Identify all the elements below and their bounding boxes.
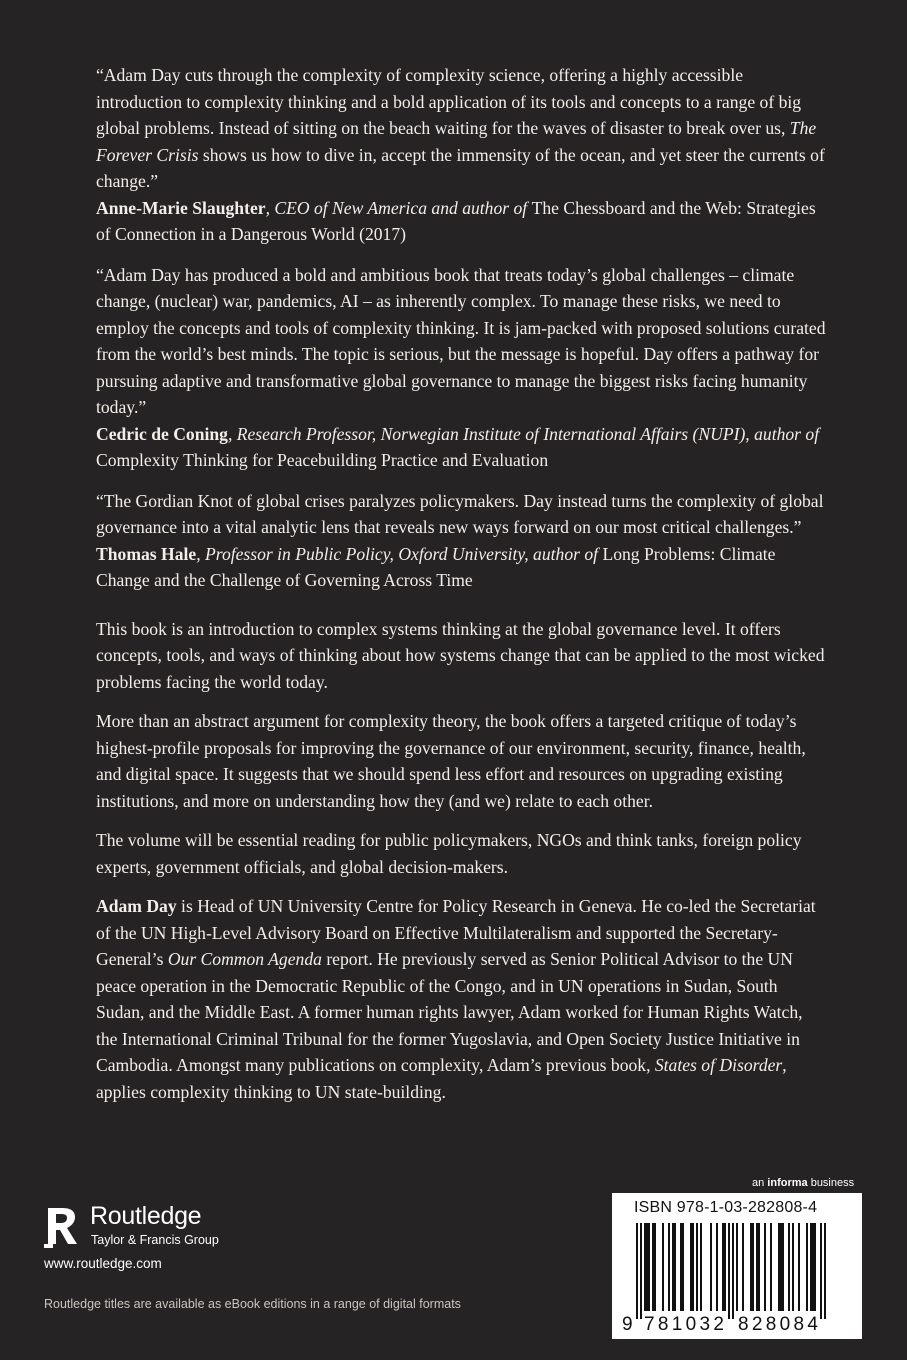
barcode-bar — [770, 1223, 772, 1311]
barcode-bar — [710, 1223, 712, 1311]
publisher-url[interactable]: www.routledge.com — [44, 1256, 162, 1271]
barcode-bar — [780, 1223, 782, 1311]
description-paragraph-2: More than an abstract argument for complexity theory, the book offers a targeted critique of today’s highest-profile proposals for improving the governance of our environment, security, finance, health, and digital space. It suggests that we should spend less effort and resources on upgrading existing institutions, and more on understanding how they (and we) relate to each other. — [96, 711, 806, 811]
barcode-bar — [682, 1223, 684, 1311]
barcode-bar — [806, 1223, 808, 1311]
description-paragraph-3: The volume will be essential reading for public policymakers, NGOs and think tanks, foreign policy experts, government officials, and global decision-makers. — [96, 830, 802, 877]
back-cover-text — [96, 62, 826, 1105]
endorsement-2-name: Cedric de Coning — [96, 423, 228, 444]
barcode-bar — [778, 1223, 780, 1311]
endorsement-1-book-title: The Forever Crisis — [96, 118, 817, 165]
barcode-bar — [820, 1223, 822, 1319]
barcode-bar — [736, 1223, 738, 1311]
barcode-bar — [648, 1223, 650, 1311]
barcode-bar — [824, 1223, 826, 1319]
barcode-bar — [696, 1223, 698, 1311]
informa-tagline — [752, 1177, 854, 1189]
barcode-bar — [814, 1223, 816, 1311]
barcode-bar — [798, 1223, 800, 1311]
barcode-bar — [724, 1223, 726, 1311]
ebook-note: Routledge titles are available as eBook editions in a range of digital formats — [44, 1297, 461, 1311]
barcode-bar — [672, 1223, 674, 1311]
isbn-barcode — [612, 1193, 862, 1339]
barcode-bar — [750, 1223, 752, 1311]
endorsement-2 — [96, 262, 826, 474]
barcode-bar — [640, 1223, 642, 1319]
barcode-bar — [756, 1223, 758, 1311]
barcode-bar — [752, 1223, 754, 1311]
barcode-bar — [792, 1223, 794, 1311]
author-bio-name: Adam Day — [96, 896, 177, 916]
author-bio-title-2: States of Disorder — [654, 1055, 783, 1075]
barcode-bar — [788, 1223, 790, 1311]
barcode-bar — [722, 1223, 724, 1311]
barcode-bar — [810, 1223, 812, 1311]
routledge-r-logo-icon — [44, 1204, 78, 1248]
author-bio-text-3: , applies complexity thinking to UN state-building. — [96, 1055, 787, 1102]
endorsement-1-quote: “Adam Day cuts through the complexity of complexity science, offering a highly accessible introduction to complexity thinking and a bold application of its tools and concepts to a range of big global problems. Instead of sitting on the beach waiting for the waves of disaster to break over us, — [96, 65, 802, 138]
author-bio-text: is Head of UN University Centre for Policy Research in Geneva. He co-led the Secretariat of the UN High-Level Advisory Board on Effective Multilateralism and supported the Secretary-General’s — [96, 896, 816, 969]
barcode-digits-right: 828084 — [738, 1314, 818, 1335]
barcode-bar — [782, 1223, 784, 1311]
barcode-bar — [758, 1223, 760, 1311]
endorsement-1-role: , CEO of New America and author of — [265, 197, 532, 218]
endorsement-1-author-book: The Chessboard and the Web: Strategies of Connection in a Dangerous World (2017) — [96, 197, 816, 244]
endorsement-1-quote-end: shows us how to dive in, accept the immensity of the ocean, and yet steer the currents of change.” — [96, 144, 825, 191]
isbn-label: ISBN 978-1-03-282808-4 — [634, 1199, 818, 1216]
barcode-bar — [728, 1223, 730, 1319]
barcode-bar — [700, 1223, 702, 1311]
barcode-bar — [636, 1223, 638, 1319]
barcode-bar — [644, 1223, 646, 1311]
barcode-bar — [732, 1223, 734, 1319]
endorsement-3-author-book: Long Problems: Climate Change and the Challenge of Governing Across Time — [96, 543, 776, 590]
publisher-group: Taylor & Francis Group — [91, 1233, 219, 1247]
endorsement-3 — [96, 488, 826, 594]
barcode-graphic — [612, 1193, 862, 1339]
barcode-bar — [674, 1223, 676, 1311]
barcode-bar — [812, 1223, 814, 1311]
barcode-bar — [668, 1223, 670, 1311]
endorsement-3-name: Thomas Hale — [96, 543, 197, 564]
barcode-bar — [690, 1223, 692, 1311]
author-bio — [96, 893, 826, 1105]
informa-brand: informa — [767, 1177, 808, 1189]
barcode-bar — [692, 1223, 694, 1311]
endorsement-3-role: , Professor in Public Policy, Oxford University, author of — [196, 543, 603, 564]
endorsement-2-role: , Research Professor, Norwegian Institute of International Affairs (NUPI), author of — [227, 423, 820, 444]
endorsement-1-name: Anne-Marie Slaughter — [96, 197, 266, 218]
endorsement-2-author-book: Complexity Thinking for Peacebuilding Practice and Evaluation — [96, 450, 549, 470]
barcode-bar — [716, 1223, 718, 1311]
description-paragraph-1: This book is an introduction to complex systems thinking at the global governance level. It offers concepts, tools, and ways of thinking about how systems change that can be applied to the most wicked problems facing the world today. — [96, 618, 825, 692]
barcode-bar — [646, 1223, 648, 1311]
barcode-bar — [652, 1223, 654, 1311]
barcode-bar — [662, 1223, 664, 1311]
author-bio-title-1: Our Common Agenda — [167, 949, 322, 969]
barcode-digit-first: 9 — [622, 1314, 633, 1335]
barcode-bar — [654, 1223, 656, 1311]
barcode-digits-left: 781032 — [644, 1314, 724, 1335]
author-bio-text-2: report. He previously served as Senior Political Advisor to the UN peace operation in the Democratic Republic of the Congo, and in UN operations in Sudan, South Sudan, and the Middle East. A former human rights lawyer, Adam worked for Human Rights Watch, the International Criminal Tribunal for the former Yugoslavia, and Open Society Justice Initiative in Cambodia. Amongst many publications on complexity, Adam’s previous book, — [96, 949, 803, 1075]
endorsement-1 — [96, 62, 826, 248]
barcode-bar — [680, 1223, 682, 1311]
endorsement-3-quote: “The Gordian Knot of global crises paralyzes policymakers. Day instead turns the complexity of global governance into a vital analytic lens that reveals new ways forward on our most critical challenges.” — [96, 490, 824, 537]
barcode-bar — [742, 1223, 744, 1311]
barcode-bar — [764, 1223, 766, 1311]
informa-post: business — [807, 1177, 855, 1189]
publisher-name: Routledge — [90, 1202, 202, 1230]
endorsement-2-quote: “Adam Day has produced a bold and ambitious book that treats today’s global challenges – climate change, (nuclear) war, pandemics, AI – as inherently complex. To manage these risks, we need to employ the concepts and tools of complexity thinking. It is jam-packed with proposed solutions curated from the world’s best minds. The topic is serious, but the message is hopeful. Day offers a pathway for pursuing adaptive and transformative global governance to manage the biggest risks facing humanity today.” — [96, 264, 826, 417]
informa-pre: an — [752, 1177, 768, 1189]
